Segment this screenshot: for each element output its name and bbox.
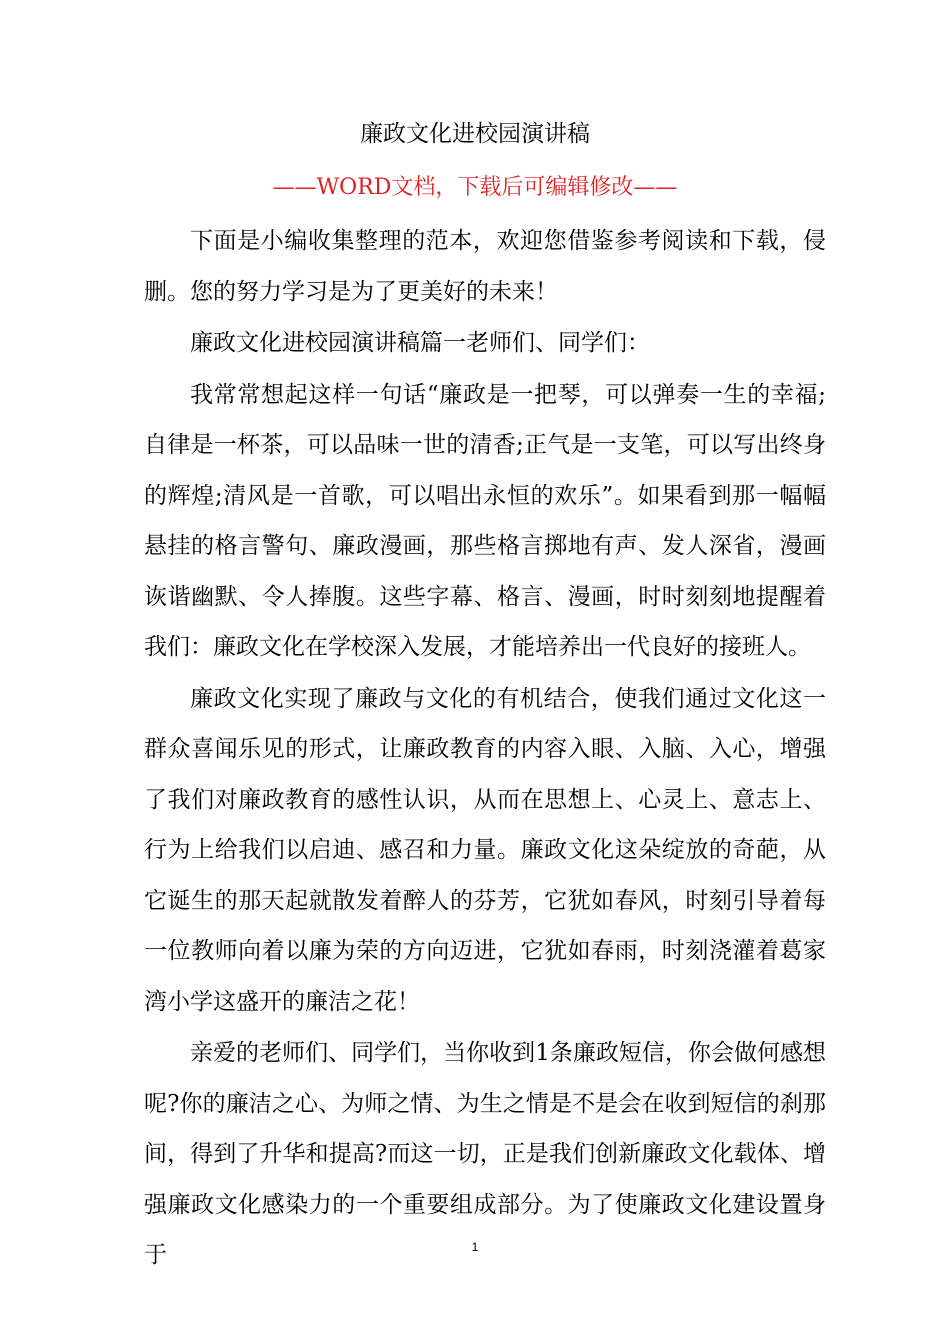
- paragraph: 廉政文化进校园演讲稿篇一老师们、同学们：: [190, 330, 650, 356]
- paragraph: 下面是小编收集整理的范本，欢迎您借鉴参考阅读和下载，侵删。您的努力学习是为了更美好的未来！: [144, 228, 826, 305]
- paragraph: 我常常想起这样一句话“廉政是一把琴，可以弹奏一生的幸福;自律是一杯茶，可以品味一世的清香;正气是一支笔，可以写出终身的辉煌;清风是一首歌，可以唱出永恒的欢乐”。如果看到那一幅幅悬挂的格言警句、廉政漫画，那些格言掷地有声、发人深省，漫画诙谐幽默、令人捧腹。这些字幕、格言、漫画，时时刻刻地提醒着我们：廉政文化在学校深入发展，才能培养出一代良好的接班人。: [144, 381, 826, 660]
- paragraph: 亲爱的老师们、同学们，当你收到1条廉政短信，你会做何感想呢?你的廉洁之心、为师之情、为生之情是不是会在收到短信的刹那间，得到了升华和提高?而这一切，正是我们创新廉政文化载体、增强廉政文化感染力的一个重要组成部分。为了使廉政文化建设置身于: [144, 1040, 826, 1268]
- page-number: 1: [471, 1240, 479, 1254]
- document-title: 廉政文化进校园演讲稿: [360, 121, 590, 147]
- document-subtitle: ——WORD文档，下载后可编辑修改——: [272, 175, 678, 200]
- paragraph: 廉政文化实现了廉政与文化的有机结合，使我们通过文化这一群众喜闻乐见的形式，让廉政教育的内容入眼、入脑、入心，增强了我们对廉政教育的感性认识，从而在思想上、心灵上、意志上、行为上给我们以启迪、感召和力量。廉政文化这朵绽放的奇葩，从它诞生的那天起就散发着醉人的芬芳，它犹如春风，时刻引导着每一位教师向着以廉为荣的方向迈进，它犹如春雨，时刻浇灌着葛家湾小学这盛开的廉洁之花！: [144, 685, 826, 1015]
- document-body: [144, 216, 826, 1282]
